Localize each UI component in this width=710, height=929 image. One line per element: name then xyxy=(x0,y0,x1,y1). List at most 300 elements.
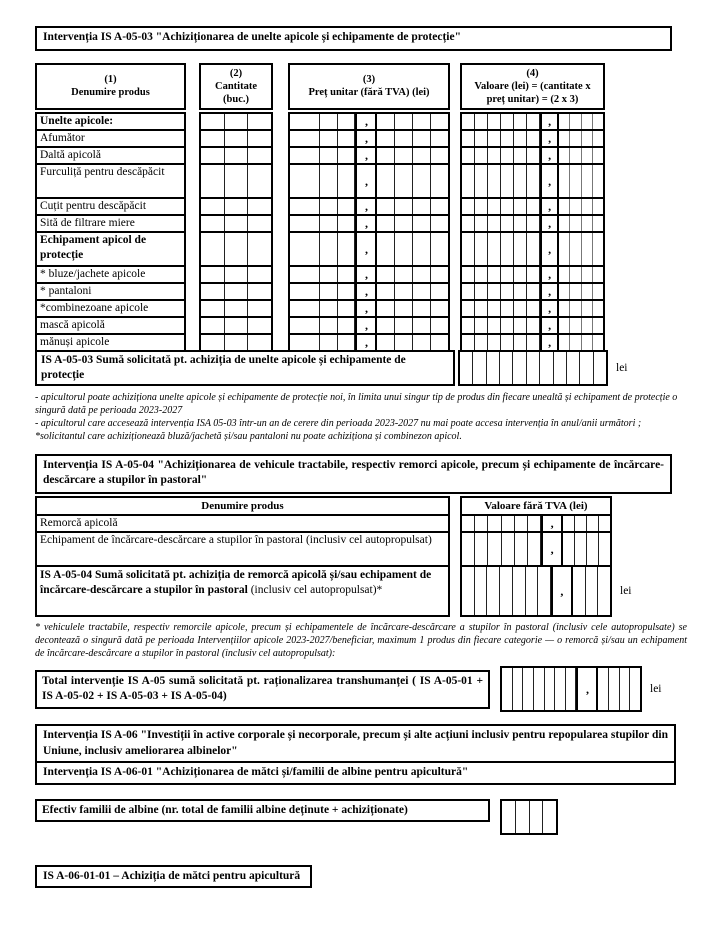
digit-cell xyxy=(201,114,225,129)
digit-cell xyxy=(488,199,501,214)
digit-cell xyxy=(320,284,338,299)
digit-cell xyxy=(225,148,249,163)
note-line: * vehiculele tractabile, respectiv remorcile apicole, precum și echipamentele de încărcare-descărcare a stupilor în pastoral (inclusiv cele autopropulsate) se decontează o singură dată pe perioada Intervențiilor apicole 2023-2027/beneficiar, maximum 1 produs din fiecare categorie — o remorcă și/sau un echipament de încărcare-descărcare a stupilor în pastoral (inclusiv cel autopropulsat): xyxy=(35,621,687,660)
digit-cell xyxy=(488,114,501,129)
product-name-cell: Echipament apicol de protecție xyxy=(35,231,186,267)
currency-label: lei xyxy=(616,361,628,374)
product-name-cell: * pantaloni xyxy=(35,282,186,301)
digit-cell xyxy=(582,165,593,197)
digit-cell xyxy=(413,148,431,163)
digit-cell xyxy=(513,668,524,710)
digit-cell xyxy=(395,284,413,299)
digit-cell xyxy=(290,199,320,214)
digit-cell xyxy=(201,148,225,163)
digit-cell xyxy=(462,335,475,350)
digit-cell xyxy=(501,114,514,129)
digit-cell xyxy=(501,148,514,163)
col4-header xyxy=(460,63,605,110)
digit-cell xyxy=(473,352,486,384)
digit-cell xyxy=(320,216,338,231)
digit-cell xyxy=(460,352,473,384)
digit-cell xyxy=(501,233,514,265)
intervention-a0601-title: Intervenția IS A-06-01 "Achiziționarea de mătci și/familii de albine pentru apicultură" xyxy=(43,766,469,779)
digit-cell xyxy=(514,284,527,299)
decimal-comma: , xyxy=(540,318,559,333)
table1-body xyxy=(35,112,710,386)
intervention-a06-title: Intervenția IS A-06 "Investiții în active corporale și necorporale, precum și alte acțiuni inclusiv pentru repopularea stupilor din Uniune, inclusiv ameliorarea albinelor" xyxy=(37,726,674,763)
digit-cell xyxy=(413,114,431,129)
digit-cell xyxy=(514,148,527,163)
digit-cell xyxy=(582,216,593,231)
decimal-comma: , xyxy=(355,216,377,231)
digit-cell xyxy=(488,533,501,565)
table-row xyxy=(35,163,710,199)
digit-cell xyxy=(377,199,395,214)
digit-cell xyxy=(514,301,527,316)
digit-cell xyxy=(501,318,514,333)
section2-note xyxy=(35,621,687,661)
digit-cell xyxy=(320,148,338,163)
digit-cell xyxy=(582,284,593,299)
digit-cell xyxy=(513,567,526,615)
digit-cell xyxy=(559,301,570,316)
decimal-comma: , xyxy=(355,131,377,146)
digit-cell xyxy=(338,233,356,265)
digit-cell xyxy=(413,165,431,197)
digit-cell xyxy=(559,131,570,146)
decimal-comma: , xyxy=(540,301,559,316)
digit-cell xyxy=(502,801,516,833)
digit-cell xyxy=(559,318,570,333)
digit-cell xyxy=(248,335,271,350)
digit-cell xyxy=(488,335,501,350)
digit-cell xyxy=(475,165,488,197)
digit-cell xyxy=(582,131,593,146)
digit-cell xyxy=(488,318,501,333)
digit-cell xyxy=(515,533,528,565)
digit-cell xyxy=(320,233,338,265)
digit-cell xyxy=(475,114,488,129)
digit-cell xyxy=(488,284,501,299)
digit-cell xyxy=(475,267,488,282)
digit-cell xyxy=(527,199,540,214)
digit-cell xyxy=(501,301,514,316)
digit-cell xyxy=(395,267,413,282)
digit-cell xyxy=(248,233,271,265)
digit-cell xyxy=(570,148,581,163)
digit-cell xyxy=(320,267,338,282)
digit-cell xyxy=(573,567,586,615)
digit-cell xyxy=(395,301,413,316)
digit-cell xyxy=(290,131,320,146)
digit-cell xyxy=(582,335,593,350)
digit-cell xyxy=(514,165,527,197)
digit-cell xyxy=(593,148,603,163)
digit-cell xyxy=(462,318,475,333)
digit-cell xyxy=(593,233,603,265)
digit-cell xyxy=(575,533,587,565)
digit-cell xyxy=(543,801,556,833)
digit-cell xyxy=(527,267,540,282)
digit-cell xyxy=(570,335,581,350)
digit-cell xyxy=(395,233,413,265)
digit-cell xyxy=(593,267,603,282)
digit-cell xyxy=(488,165,501,197)
digit-cell xyxy=(516,801,530,833)
digit-cell xyxy=(570,301,581,316)
digit-cell xyxy=(559,114,570,129)
digit-cell xyxy=(462,199,475,214)
col3-number: (3) xyxy=(362,74,376,86)
digit-cell xyxy=(320,301,338,316)
digit-cell xyxy=(502,533,515,565)
digit-cell xyxy=(395,165,413,197)
digit-cell xyxy=(501,199,514,214)
currency-label: lei xyxy=(650,683,662,696)
value-cells xyxy=(460,163,605,199)
total-amount-cells xyxy=(500,666,642,712)
digit-cell xyxy=(201,199,225,214)
digit-cell xyxy=(413,216,431,231)
digit-cell xyxy=(290,216,320,231)
table-row xyxy=(35,231,710,267)
total-row xyxy=(35,666,710,712)
product-name-cell: Echipament de încărcare-descărcare a stupilor în pastoral (inclusiv cel autopropulsat) xyxy=(35,531,450,567)
col1-number: (1) xyxy=(104,74,117,86)
digit-cell xyxy=(320,335,338,350)
digit-cell xyxy=(528,516,541,531)
product-name-cell: * bluze/jachete apicole xyxy=(35,265,186,284)
digit-cell xyxy=(320,131,338,146)
digit-cell xyxy=(320,199,338,214)
digit-cell xyxy=(582,199,593,214)
digit-cell xyxy=(570,114,581,129)
decimal-comma: , xyxy=(355,114,377,129)
digit-cell xyxy=(338,148,356,163)
product-name-cell: Furculiță pentru descăpăcit xyxy=(35,163,186,199)
digit-cell xyxy=(475,318,488,333)
product-name-cell: *combinezoane apicole xyxy=(35,299,186,318)
digit-cell xyxy=(563,533,575,565)
total-label: Total intervenție IS A-05 sumă solicitată pt. raționalizarea transhumanței ( IS A-05-01 + IS A-05-02 + IS A-05-03 + IS A-05-04) xyxy=(35,670,490,709)
digit-cell xyxy=(248,318,271,333)
col2-number: (2) xyxy=(229,67,243,79)
digit-cell xyxy=(462,284,475,299)
digit-cell xyxy=(514,233,527,265)
digit-cell xyxy=(290,335,320,350)
digit-cell xyxy=(225,233,249,265)
digit-cell xyxy=(559,233,570,265)
product-name-cell: Remorcă apicolă xyxy=(35,514,450,533)
digit-cell xyxy=(501,216,514,231)
quantity-cells xyxy=(199,163,273,199)
section3-box xyxy=(35,724,676,785)
digit-cell xyxy=(431,165,448,197)
digit-cell xyxy=(413,335,431,350)
col2-header xyxy=(199,63,273,110)
sum-row-a0504 xyxy=(35,565,710,617)
decimal-comma: , xyxy=(540,284,559,299)
digit-cell xyxy=(462,131,475,146)
digit-cell xyxy=(475,301,488,316)
digit-cell xyxy=(290,318,320,333)
section1-notes xyxy=(35,391,687,444)
digit-cell xyxy=(514,216,527,231)
digit-cell xyxy=(570,284,581,299)
product-column-header: Denumire produs xyxy=(35,496,450,516)
product-name-cell: mască apicolă xyxy=(35,316,186,335)
digit-cell xyxy=(290,148,320,163)
digit-cell xyxy=(559,165,570,197)
decimal-comma: , xyxy=(540,131,559,146)
digit-cell xyxy=(514,318,527,333)
digit-cell xyxy=(580,352,593,384)
sum-label: IS A-05-03 Sumă solicitată pt. achiziția de unelte apicole și echipamente de protecție xyxy=(35,350,455,386)
digit-cell xyxy=(225,301,249,316)
gap xyxy=(450,63,460,110)
digit-cell xyxy=(290,114,320,129)
digit-cell xyxy=(570,165,581,197)
digit-cell xyxy=(475,533,488,565)
digit-cell xyxy=(462,233,475,265)
digit-cell xyxy=(594,352,606,384)
digit-cell xyxy=(559,148,570,163)
section2-title: Intervenția IS A-05-04 "Achiziționarea de vehicule tractabile, respectiv remorci apicole, precum și echipamente de încărcare-descărcare a stupilor în pastoral" xyxy=(35,454,672,494)
decimal-comma: , xyxy=(355,284,377,299)
decimal-comma: , xyxy=(355,233,377,265)
decimal-comma: , xyxy=(355,165,377,197)
decimal-comma: , xyxy=(551,567,573,615)
note-line: - apicultorul poate achiziționa unelte apicole și echipamente de protecție noi, în limita unui singur tip de produs din fiecare unealtă și echipament de protecție o singură dată pe perioada 2023-2027 xyxy=(35,391,678,417)
digit-cell xyxy=(395,318,413,333)
digit-cell xyxy=(527,233,540,265)
product-name-cell: mănuși apicole xyxy=(35,333,186,352)
digit-cell xyxy=(475,284,488,299)
digit-cell xyxy=(559,284,570,299)
digit-cell xyxy=(413,267,431,282)
digit-cell xyxy=(527,165,540,197)
digit-cell xyxy=(586,567,599,615)
digit-cell xyxy=(487,567,500,615)
digit-cell xyxy=(413,284,431,299)
bee-families-label: Efectiv familii de albine (nr. total de familii albine deținute + achiziționate) xyxy=(35,799,490,823)
decimal-comma: , xyxy=(540,165,559,197)
decimal-comma: , xyxy=(355,301,377,316)
sum-label xyxy=(35,565,450,617)
table-row xyxy=(35,531,710,567)
digit-cell xyxy=(377,216,395,231)
digit-cell xyxy=(488,131,501,146)
digit-cell xyxy=(462,148,475,163)
decimal-comma: , xyxy=(355,148,377,163)
digit-cell xyxy=(248,267,271,282)
digit-cell xyxy=(338,114,356,129)
digit-cell xyxy=(514,114,527,129)
digit-cell xyxy=(462,516,475,531)
digit-cell xyxy=(431,216,448,231)
digit-cell xyxy=(395,131,413,146)
digit-cell xyxy=(225,335,249,350)
note-line: - apicultorul care accesează intervenția ISA 05-03 într-un an de cerere din perioada 2023-2027 nu mai poate accesa intervenția în anul/anii următori ; xyxy=(35,418,642,430)
digit-cell xyxy=(593,131,603,146)
digit-cell xyxy=(475,233,488,265)
digit-cell xyxy=(395,335,413,350)
digit-cell xyxy=(225,165,249,197)
digit-cell xyxy=(538,567,551,615)
digit-cell xyxy=(593,114,603,129)
decimal-comma: , xyxy=(540,335,559,350)
digit-cell xyxy=(377,335,395,350)
digit-cell xyxy=(593,199,603,214)
digit-cell xyxy=(248,148,271,163)
digit-cell xyxy=(514,335,527,350)
digit-cell xyxy=(488,516,501,531)
digit-cell xyxy=(201,233,225,265)
gap xyxy=(186,63,199,110)
digit-cell xyxy=(527,131,540,146)
digit-cell xyxy=(630,668,640,710)
digit-cell xyxy=(475,148,488,163)
digit-cell xyxy=(559,216,570,231)
digit-cell xyxy=(570,318,581,333)
digit-cell xyxy=(475,567,488,615)
digit-cell xyxy=(587,516,599,531)
decimal-comma: , xyxy=(355,267,377,282)
digit-cell xyxy=(431,301,448,316)
digit-cell xyxy=(540,352,553,384)
digit-cell xyxy=(377,165,395,197)
sum-label-bold: IS A-05-04 Sumă solicitată pt. achiziția de remorcă apicolă și/sau echipament de încărcare-descărcare a stupilor în pastoral xyxy=(40,568,432,596)
digit-cell xyxy=(462,267,475,282)
digit-cell xyxy=(545,668,556,710)
table1-header xyxy=(35,63,710,110)
digit-cell xyxy=(527,335,540,350)
col1-label: Denumire produs xyxy=(71,87,150,99)
digit-cell xyxy=(225,318,249,333)
digit-cell xyxy=(582,114,593,129)
digit-cell xyxy=(248,131,271,146)
digit-cell xyxy=(514,267,527,282)
bee-families-row xyxy=(35,799,710,835)
digit-cell xyxy=(462,165,475,197)
digit-cell xyxy=(431,267,448,282)
decimal-comma: , xyxy=(541,516,563,531)
digit-cell xyxy=(593,318,603,333)
digit-cell xyxy=(515,516,528,531)
digit-cell xyxy=(377,284,395,299)
decimal-comma: , xyxy=(576,668,598,710)
digit-cell xyxy=(431,148,448,163)
digit-cell xyxy=(501,267,514,282)
digit-cell xyxy=(431,318,448,333)
digit-cell xyxy=(570,199,581,214)
digit-cell xyxy=(290,301,320,316)
digit-cell xyxy=(527,216,540,231)
digit-cell xyxy=(527,318,540,333)
digit-cell xyxy=(338,301,356,316)
digit-cell xyxy=(488,233,501,265)
digit-cell xyxy=(475,216,488,231)
digit-cell xyxy=(501,131,514,146)
digit-cell xyxy=(593,165,603,197)
digit-cell xyxy=(567,352,580,384)
digit-cell xyxy=(582,301,593,316)
digit-cell xyxy=(201,131,225,146)
col1-header xyxy=(35,63,186,110)
digit-cell xyxy=(501,335,514,350)
digit-cell xyxy=(582,267,593,282)
digit-cell xyxy=(377,267,395,282)
digit-cell xyxy=(462,301,475,316)
digit-cell xyxy=(502,516,515,531)
digit-cell xyxy=(500,567,513,615)
col2-label: Cantitate (buc.) xyxy=(215,80,257,105)
digit-cell xyxy=(488,216,501,231)
digit-cell xyxy=(598,668,609,710)
digit-cell xyxy=(462,567,475,615)
digit-cell xyxy=(514,131,527,146)
digit-cell xyxy=(201,165,225,197)
digit-cell xyxy=(201,284,225,299)
digit-cell xyxy=(320,114,338,129)
digit-cell xyxy=(338,284,356,299)
digit-cell xyxy=(501,284,514,299)
unit-price-cells xyxy=(288,231,450,267)
decimal-comma: , xyxy=(541,533,563,565)
digit-cell xyxy=(290,267,320,282)
digit-cell xyxy=(620,668,631,710)
digit-cell xyxy=(248,284,271,299)
digit-cell xyxy=(599,516,610,531)
digit-cell xyxy=(431,114,448,129)
digit-cell xyxy=(598,567,610,615)
digit-cell xyxy=(431,233,448,265)
digit-cell xyxy=(225,216,249,231)
decimal-comma: , xyxy=(540,114,559,129)
digit-cell xyxy=(338,165,356,197)
digit-cell xyxy=(501,165,514,197)
digit-cell xyxy=(290,233,320,265)
digit-cell xyxy=(338,131,356,146)
digit-cell xyxy=(527,148,540,163)
digit-cell xyxy=(320,318,338,333)
digit-cell xyxy=(248,216,271,231)
product-name-cell: Unelte apicole: xyxy=(35,112,186,131)
sum-label-regular: (inclusiv cel autopropulsat)* xyxy=(250,583,383,596)
decimal-comma: , xyxy=(540,267,559,282)
digit-cell xyxy=(559,199,570,214)
digit-cell xyxy=(225,267,249,282)
digit-cell xyxy=(487,352,500,384)
digit-cell xyxy=(225,131,249,146)
digit-cell xyxy=(582,233,593,265)
digit-cell xyxy=(570,216,581,231)
section1-title: Intervenția IS A-05-03 "Achiziționarea de unelte apicole și echipamente de protecție" xyxy=(35,26,672,51)
digit-cell xyxy=(462,114,475,129)
digit-cell xyxy=(201,318,225,333)
decimal-comma: , xyxy=(355,199,377,214)
digit-cell xyxy=(395,199,413,214)
digit-cell xyxy=(523,668,534,710)
digit-cell xyxy=(225,114,249,129)
digit-cell xyxy=(528,533,541,565)
digit-cell xyxy=(201,267,225,282)
digit-cell xyxy=(462,216,475,231)
table2-header xyxy=(35,496,710,516)
digit-cell xyxy=(488,267,501,282)
col4-label: Valoare (lei) = (cantitate x preț unitar) = (2 x 3) xyxy=(474,80,591,105)
digit-cell xyxy=(513,352,526,384)
